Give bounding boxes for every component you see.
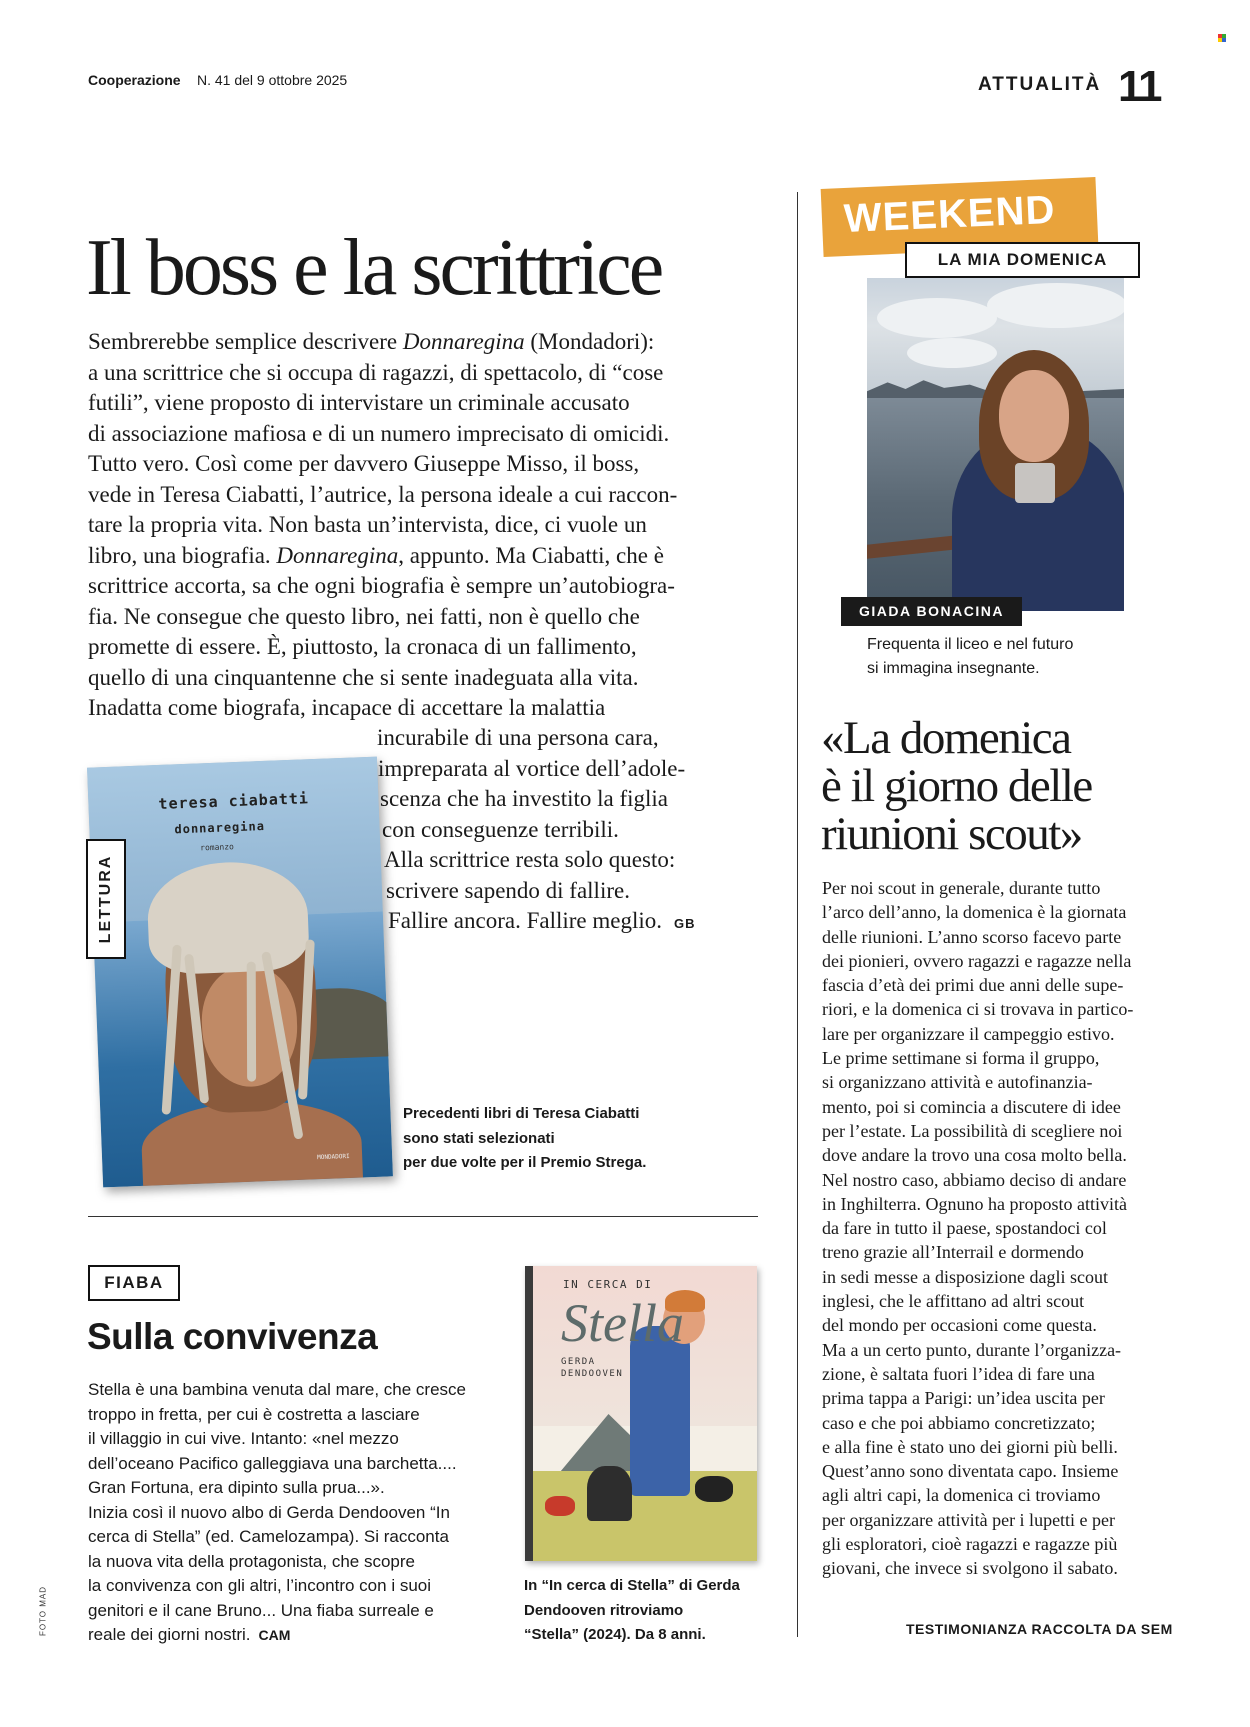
body-line: reale dei giorni nostri. CAM [88,1625,291,1644]
pull-quote: «La domenica è il giorno delle riunioni scout» [821,712,1092,860]
body-line: inglesi, che le affittano ad altri scout [822,1291,1085,1312]
body-line: la convivenza con gli altri, l’incontro con i suoi [88,1576,432,1595]
body-line: Alla scrittrice resta solo questo: [384,847,676,872]
cover-top-line: IN CERCA DI [563,1278,653,1291]
body-line: vede in Teresa Ciabatti, l’autrice, la persona ideale a cui raccon- [88,481,678,507]
body-line: agli altri capi, la domenica ci troviamo [822,1485,1101,1506]
book-cover-donnaregina [87,757,393,1188]
stella-caption: In “In cerca di Stella” di Gerda Dendooven ritroviamo “Stella” (2024). Da 8 anni. [524,1577,740,1643]
body-line: zione, è saltata fuori l’idea di fare una [822,1363,1095,1384]
body-line: fascia d’età dei primi due anni delle supe- [822,975,1124,996]
person-name-tag: GIADA BONACINA [841,597,1022,626]
body-line: cerca di Stella” (ed. Camelozampa). Si racconta [88,1527,449,1546]
body-line: a una scrittrice che si occupa di ragazzi, di spettacolo, di “cose [88,359,664,385]
publication-name: Cooperazione [88,72,181,88]
body-line: per l’estate. La possibilità di scegliere noi [822,1120,1123,1141]
body-line: Inizia così il nuovo albo di Gerda Dendooven “In [88,1502,450,1522]
body-line: mento, poi si comincia a discutere di idee [822,1096,1121,1117]
body-line: fia. Ne consegue che questo libro, nei fatti, non è quello che [88,603,640,629]
cover-author: GERDA DENDOOVEN [561,1357,624,1379]
body-line: di associazione mafiosa e di un numero imprecisato di omicidi. [88,420,670,446]
print-color-mark [1218,34,1226,42]
body-line: Per noi scout in generale, durante tutto [822,878,1101,898]
article-body-indented [377,723,696,937]
article-signature: GB [674,916,696,931]
body-line: scrittrice accorta, sa che ogni biografia è sempre un’autobiogra- [88,573,675,598]
body-line: l’arco dell’anno, la domenica è la giornata [822,902,1127,923]
body-line: genitori e il cane Bruno... Una fiaba surreale e [88,1600,434,1620]
body-line: treno grazie all’Interrail e dormendo [822,1242,1084,1263]
body-line: Inadatta come biografa, incapace di accettare la malattia [88,695,606,720]
page-number: 11 [1118,62,1161,111]
body-line: Tutto vero. Così come per davvero Giuseppe Misso, il boss, [88,451,640,476]
cover-genre: romanzo [200,842,235,853]
body-line: si organizzano attività e autofinanzia- [822,1072,1093,1093]
body-line: con conseguenze terribili. [382,816,619,842]
article-title: Il boss e la scrittrice [86,224,662,312]
body-line: riori, e la domenica ci si trovava in partico- [822,999,1134,1020]
section-label-lettura: LETTURA [86,839,126,959]
book-title-italic: Donnaregina [402,329,525,354]
book-title-italic: Donnaregina [276,542,399,568]
body-line: la nuova vita della protagonista, che scopre [88,1551,415,1571]
body-line: delle riunioni. L’anno scorso facevo parte [822,926,1122,947]
body-line: incurabile di una persona cara, [377,725,659,750]
body-line: e alla fine è stato uno dei giorni più belli. [822,1436,1118,1457]
body-line: quello di una cinquantenne che si sente inadeguata alla vita. [88,664,639,690]
portrait-photo [867,278,1124,611]
article-body [88,327,677,724]
cover-author: teresa ciabatti [158,789,310,813]
body-line: da fare in tutto il paese, spostandoci col [822,1218,1107,1239]
vertical-divider [797,192,798,1637]
horizontal-divider [88,1216,758,1217]
weekend-banner: WEEKEND [821,177,1099,257]
body-line: impreparata al vortice dell’adole- [378,755,686,781]
testimony-body [822,876,1133,1581]
body-line: dell’oceano Pacifico galleggiava una barchetta.... [88,1453,457,1473]
body-line: Le prime settimane si forma il gruppo, [822,1048,1100,1069]
body-line: dove andare la trovo una cosa molto bella. [822,1145,1127,1166]
body-line: Ma a un certo punto, durante l’organizza- [822,1339,1122,1360]
body-line: in Inghilterra. Ognuno ha proposto attività [822,1193,1127,1214]
body-line: il villaggio in cui vive. Intanto: «nel mezzo [88,1429,399,1448]
body-line: del mondo per occasioni come questa. [822,1315,1097,1336]
book-cover-stella [525,1266,757,1561]
photo-caption: Frequenta il liceo e nel futuro si immagina insegnante. [867,636,1074,677]
body-line: in sedi messe a disposizione dagli scout [822,1266,1108,1287]
fiaba-title: Sulla convivenza [87,1316,378,1357]
body-line: per organizzare attività per i lupetti e per [822,1509,1116,1530]
section-tag-fiaba: FIABA [88,1265,180,1301]
body-line: gli esploratori, cioè ragazzi e ragazze più [822,1534,1118,1555]
section-name: ATTUALITÀ [978,74,1102,95]
photo-credit: FOTO MAD [38,1585,48,1637]
body-line: scenza che ha investito la figlia [380,786,669,811]
body-line: promette di essere. È, piuttosto, la cronaca di un fallimento, [88,634,637,659]
body-line: Stella è una bambina venuta dal mare, che cresce [88,1380,467,1399]
cover-title: Stella [561,1293,684,1353]
body-line: prima tappa a Parigi: un’idea uscita per [822,1388,1105,1409]
body-line: futili”, viene proposto di intervistare un criminale accusato [88,390,630,415]
body-line: dei pionieri, ovvero ragazzi e ragazze nella [822,950,1132,971]
cover-title: donnaregina [174,818,266,837]
body-line: Fallire ancora. Fallire meglio. GB [388,908,696,933]
body-line: Nel nostro caso, abbiamo deciso di andare [822,1169,1127,1190]
body-line: caso e che poi abbiamo concretizzato; [822,1412,1096,1433]
fiaba-body [88,1378,466,1648]
body-line: Quest’anno sono diventata capo. Insieme [822,1461,1119,1482]
body-line: Gran Fortuna, era dipinto sulla prua...». [88,1478,385,1497]
body-line: giovani, che invece si svolgono il sabato. [822,1558,1118,1579]
body-line: Sembrerebbe semplice descrivere Donnaregina (Mondadori): [88,329,655,354]
body-line: troppo in fretta, per cui è costretta a lasciare [88,1404,420,1424]
cover-publisher: MONDADORI [317,1152,350,1162]
body-line: scrivere sapendo di fallire. [386,877,630,903]
testimony-signature: TESTIMONIANZA RACCOLTA DA SEM [906,1621,1173,1637]
issue-info: N. 41 del 9 ottobre 2025 [197,72,348,88]
column-subtitle: LA MIA DOMENICA [905,242,1140,278]
fiaba-signature: CAM [258,1627,291,1643]
body-line: lare per organizzare il campeggio estivo. [822,1023,1115,1044]
body-line: libro, una biografia. Donnaregina, appunto. Ma Ciabatti, che è [88,542,664,568]
book-caption: Precedenti libri di Teresa Ciabatti sono stati selezionati per due volte per il Premio Strega. [403,1105,647,1171]
body-line: tare la propria vita. Non basta un’intervista, dice, ci vuole un [88,512,647,537]
